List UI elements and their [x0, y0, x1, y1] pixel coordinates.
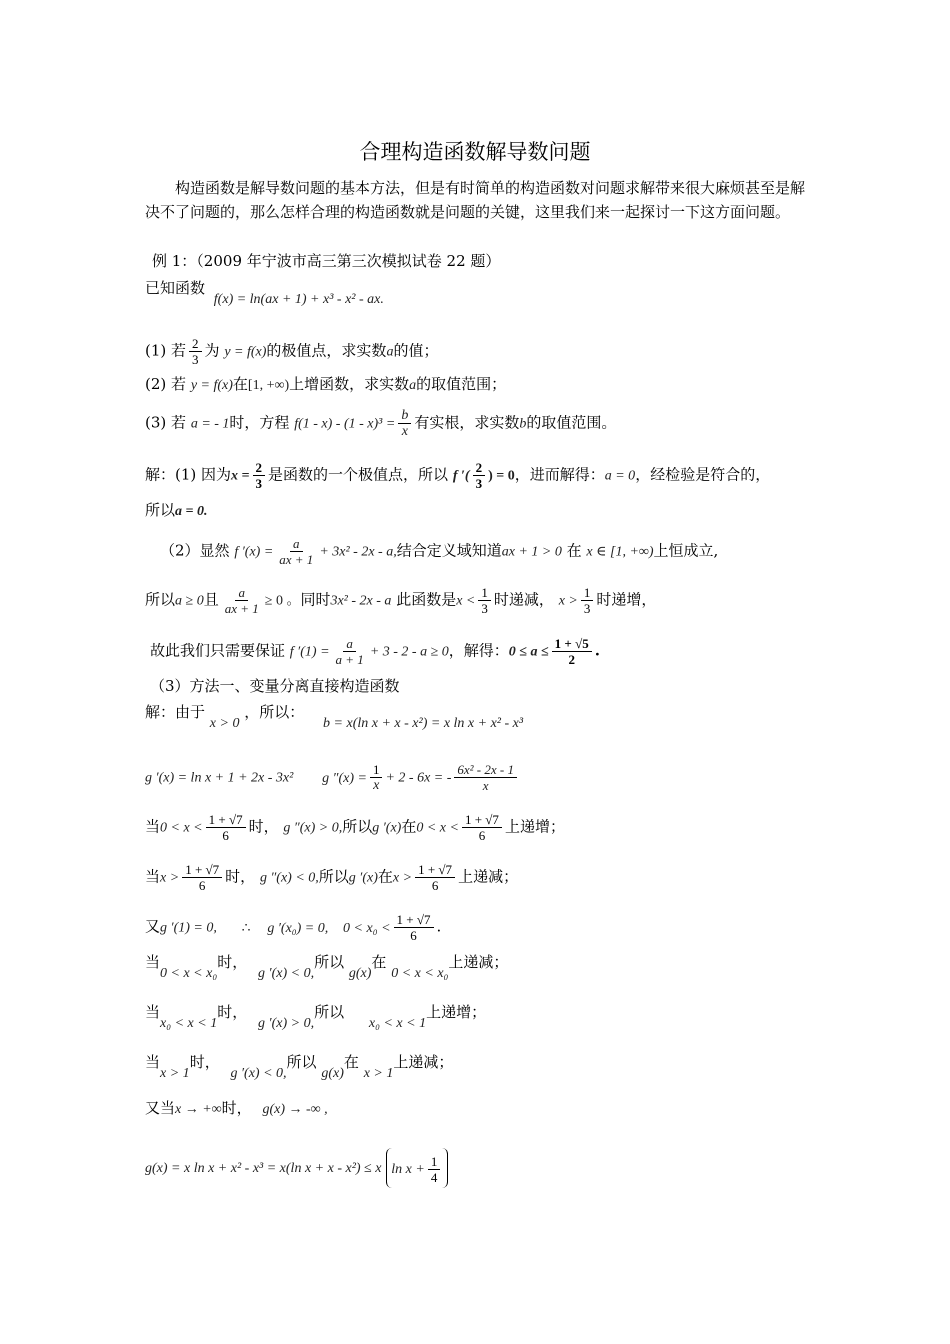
solution-3-line-3: 当0 < x < $\frac{1 + √7}{6}$ 时， g ″(x) > 0,所以g ′(x)在0 < x < $\frac{1 + √7}{6}$ 上递增；: [145, 812, 565, 843]
solution-3-line-8: 当x > 1时， g ′(x) < 0,所以 g(x)在 x > 1上递减；: [145, 1053, 454, 1081]
fraction: $\frac{2}{3}$: [253, 460, 266, 491]
fraction: $\frac{b}{x}$: [398, 408, 411, 439]
solution-3-line-7: 当x₀ < x < 1时， g ′(x) > 0,所以 x₀ < x < 1上递增；: [145, 1003, 487, 1031]
fraction: $\frac{1}{3}$: [478, 585, 491, 616]
solution-3-line-2: g ′(x) = ln x + 1 + 2x - 3x² g ″(x) = $\frac{1}{x}$ + 2 - 6x = - $\frac{\text{6x² - 2x - 1}}{x}$: [145, 762, 520, 793]
question-3: (3) 若 a = - 1时，方程 f(1 - x) - (1 - x)³ = $\frac{b}{x}$ 有实根，求实数b的取值范围。: [145, 408, 617, 439]
example-label: 例 1：（2009 年宁波市高三第三次模拟试卷 22 题）: [152, 252, 501, 270]
solution-3-line-9: 又当x → +∞时， g(x) → -∞ ,: [145, 1099, 328, 1117]
solution-3-heading: （3）方法一、变量分离直接构造函数: [150, 677, 400, 695]
solution-2-line-2: 所以a ≥ 0且 $\frac{a}{ax + 1}$ ≥ 0 。同时3x² - 2x - a 此函数是x < $\frac{1}{3}$ 时递减， x > $\frac{1}{3}$ 时递增，: [145, 585, 657, 616]
fraction: $\frac{a}{a + 1}$: [335, 636, 364, 667]
question-1: (1) 若 $\frac{2}{3}$ 为 y = f(x)的极值点，求实数a的值；: [145, 336, 439, 367]
fraction: $\frac{1 + √7}{6}$: [394, 912, 434, 943]
solution-1-line-1: 解：(1) 因为x = $\frac{2}{3}$ 是函数的一个极值点，所以 f ′( $\frac{2}{3}$ ) = 0，进而解得：a = 0，经检验是符合的，: [145, 460, 771, 491]
fraction: $\frac{a}{ax + 1}$: [224, 585, 259, 616]
solution-1-line-2: 所以a = 0.: [145, 501, 208, 519]
question-2: (2) 若 y = f(x)在[1, +∞)上增函数，求实数a的取值范围；: [145, 375, 507, 393]
fraction: $\frac{1 + √7}{6}$: [182, 862, 222, 893]
solution-3-line-5: 又g ′(1) = 0, ∴ g ′(x₀) = 0, 0 < x₀ < $\frac{1 + √7}{6}$ .: [145, 912, 442, 943]
solution-3-line-1: 解：由于 x > 0 ，所以： b = x(ln x + x - x²) = x ln x + x² - x³: [145, 703, 524, 731]
solution-3-line-10: g(x) = x ln x + x² - x³ = x(ln x + x - x²) ≤ x ln x + $\frac{1}{4}$: [145, 1148, 448, 1188]
solution-3-line-6: 当0 < x < x₀时， g ′(x) < 0,所以 g(x)在 0 < x < x₀上递减；: [145, 953, 509, 981]
fraction: $\frac{\text{6x² - 2x - 1}}{x}$: [454, 762, 517, 793]
fraction: $\frac{1}{3}$: [581, 585, 594, 616]
parenthesized-expression: ln x + $\frac{1}{4}$: [386, 1148, 448, 1188]
fraction: $\frac{1 + √7}{6}$: [206, 812, 246, 843]
fraction: $\frac{1 + √7}{6}$: [462, 812, 502, 843]
fraction: $\frac{1}{x}$: [370, 762, 383, 793]
given-formula: f(x) = ln(ax + 1) + x³ - x² - ax.: [213, 292, 384, 307]
document-title: 合理构造函数解导数问题: [359, 140, 591, 164]
given-prefix: 已知函数: [145, 279, 206, 297]
given-function: [145, 278, 384, 307]
fraction: $\frac{a}{ax + 1}$: [279, 536, 314, 567]
solution-3-line-4: 当x > $\frac{1 + √7}{6}$ 时， g ″(x) < 0,所以g ′(x)在x > $\frac{1 + √7}{6}$ 上递减；: [145, 862, 519, 893]
fraction: $\frac{1 + √7}{6}$: [415, 862, 455, 893]
fraction: $\frac{1 + √5}{2}$: [552, 636, 592, 667]
solution-2-line-3: 故此我们只需要保证 f ′(1) = $\frac{a}{a + 1}$ + 3 - 2 - a ≥ 0，解得：0 ≤ a ≤ $\frac{1 + √5}{2}$ .: [150, 636, 600, 667]
fraction: $\frac{1}{4}$: [428, 1154, 441, 1185]
fraction: $\frac{2}{3}$: [189, 336, 202, 367]
intro-paragraph: 构造函数是解导数问题的基本方法，但是有时简单的构造函数对问题求解带来很大麻烦甚至是解决不了问题的，那么怎样合理的构造函数就是问题的关键，这里我们来一起探讨一下这方面问题。: [145, 179, 806, 221]
solution-2-line-1: （2）显然 f ′(x) = $\frac{a}{ax + 1}$ + 3x² - 2x - a,结合定义域知道ax + 1 > 0 在 x ∈ [1, +∞)上恒成立,: [160, 536, 719, 567]
fraction: $\frac{2}{3}$: [473, 460, 486, 491]
